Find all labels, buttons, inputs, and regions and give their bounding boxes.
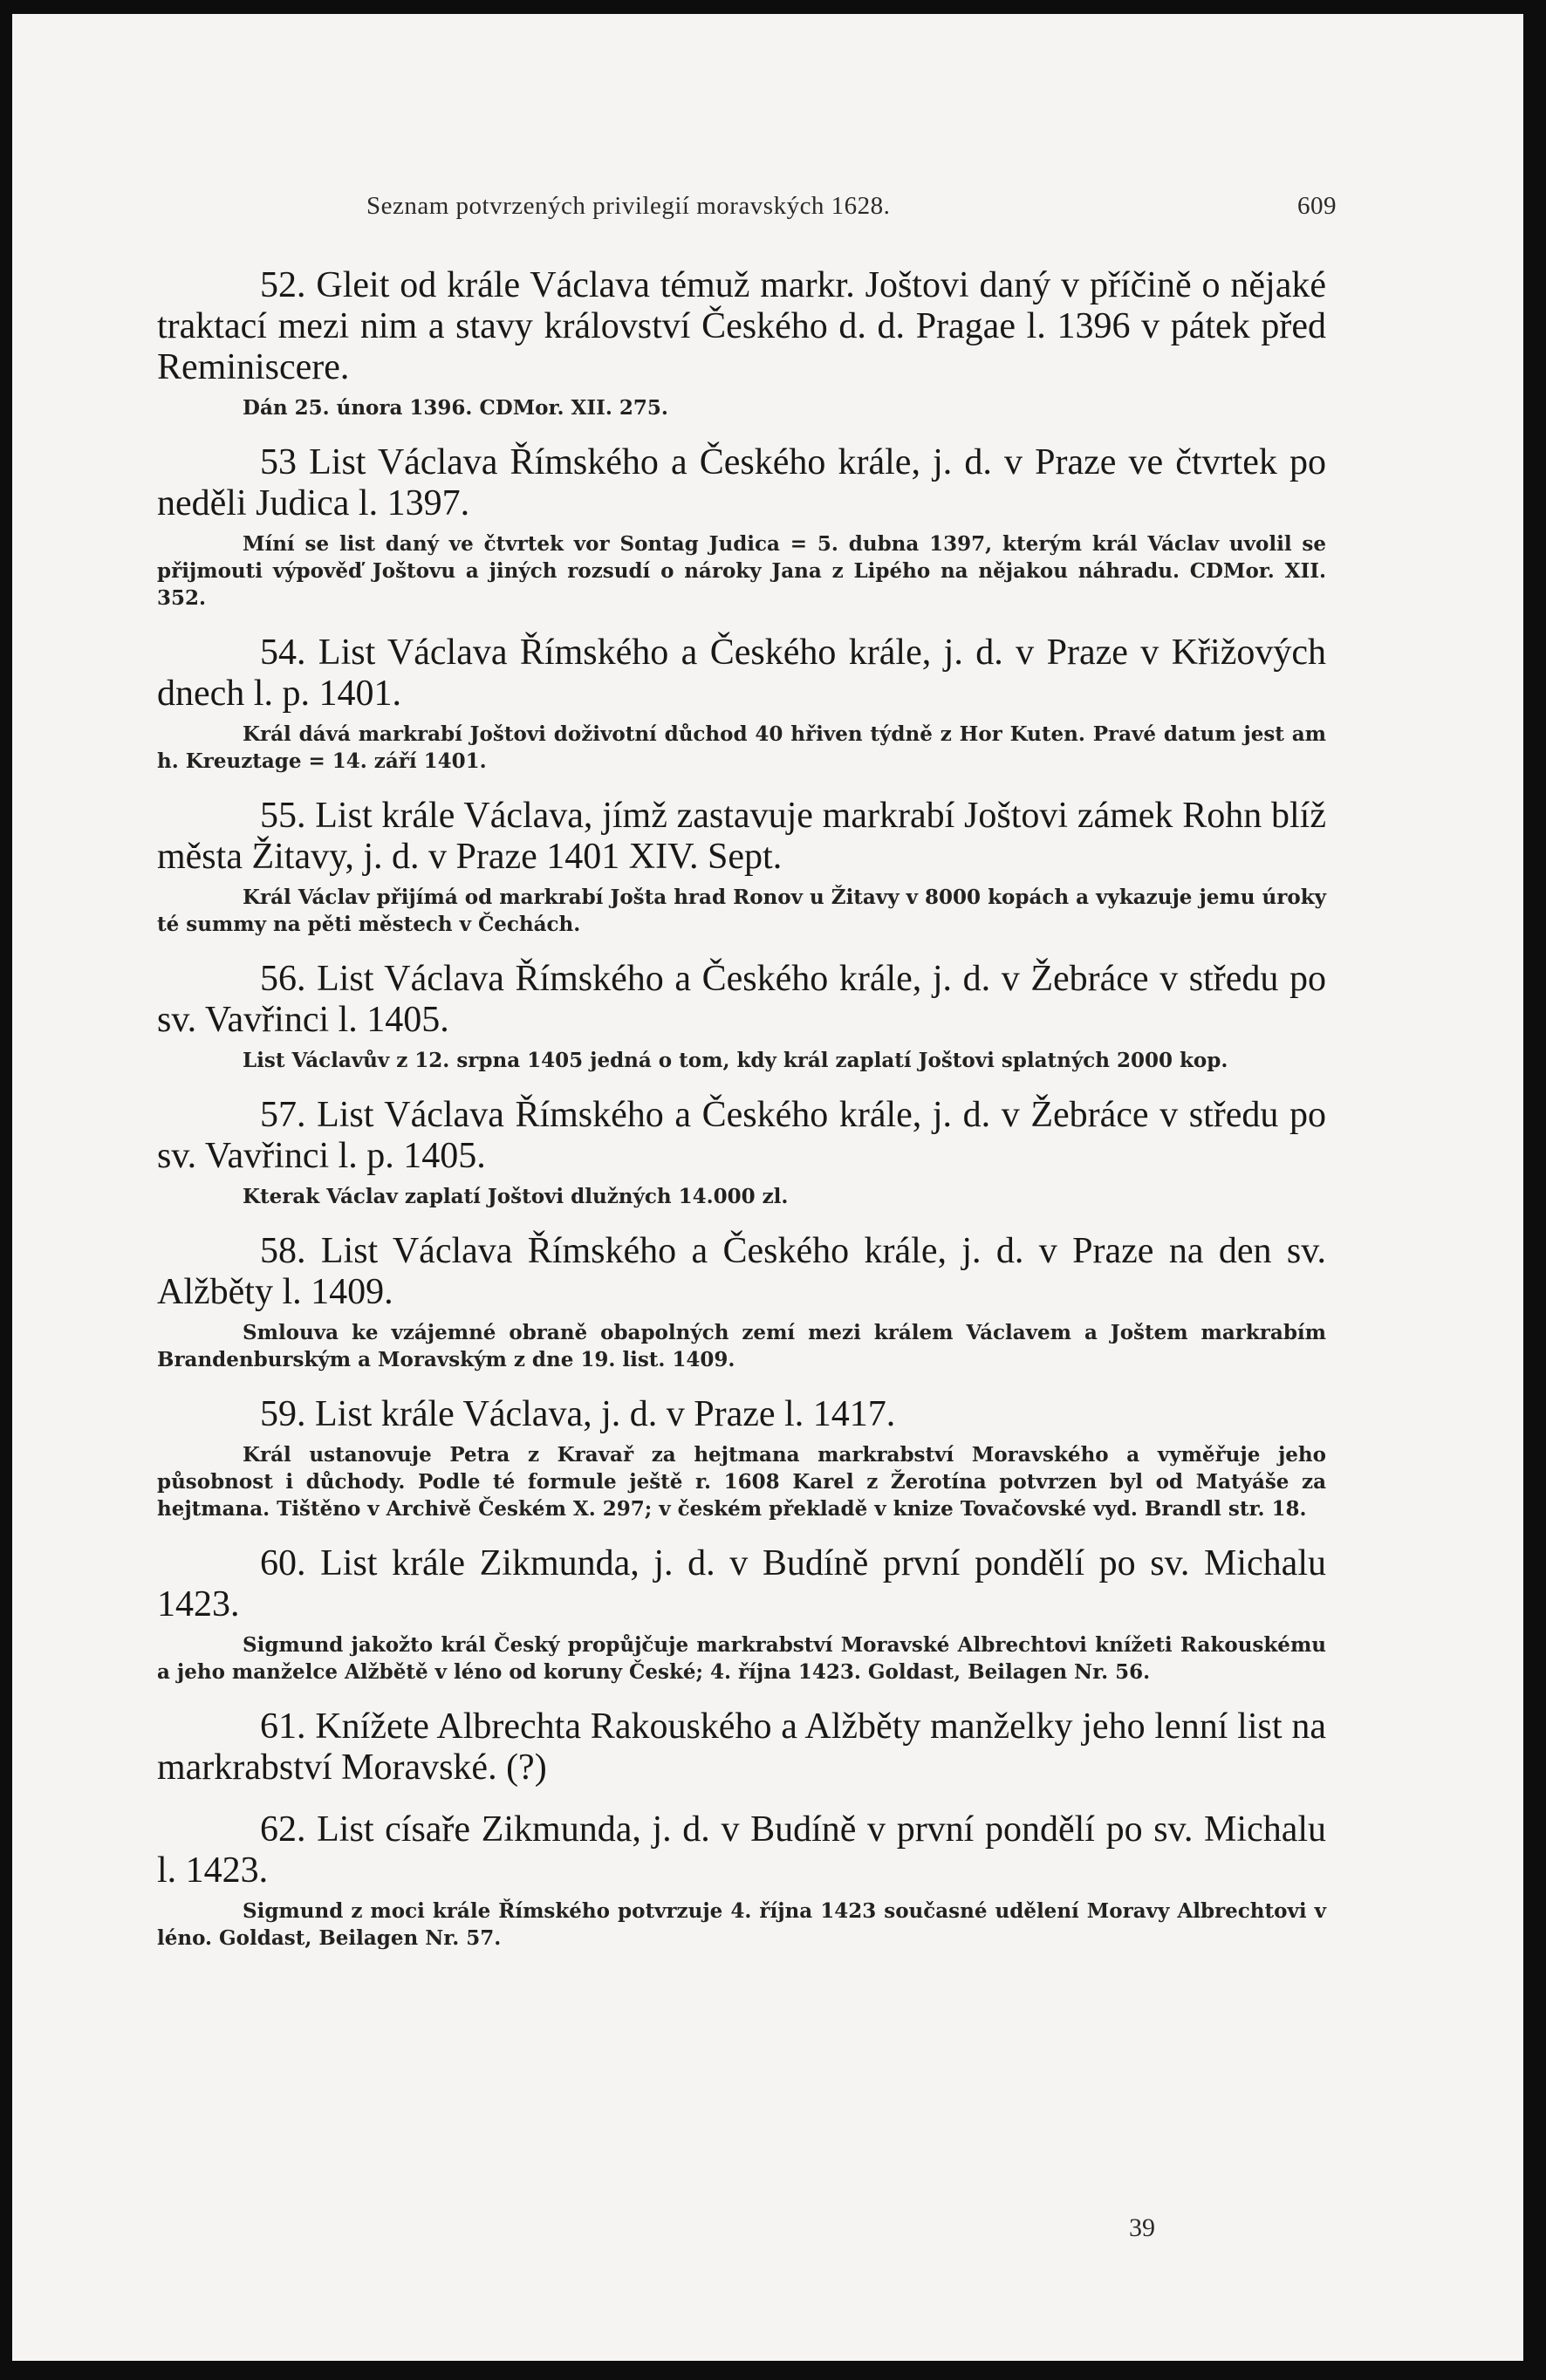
entry-60 <box>157 1543 1326 1686</box>
entry-note: Dán 25. února 1396. CDMor. XII. 275. <box>243 396 668 420</box>
entry-title: 55. List krále Václava, jímž zastavuje markrabí Joštovi zámek Rohn blíž města Žitavy, j. d. v Praze 1401 XIV. Sept. <box>157 796 1326 877</box>
entry-note: Král dává markrabí Joštovi doživotní důchod 40 hřiven týdně z Hor Kuten. Pravé datum jest am h. Kreuztage = 14. září 1401. <box>157 722 1326 773</box>
entry-59 <box>157 1394 1326 1522</box>
entry-note: Míní se list daný ve čtvrtek vor Sontag Judica = 5. dubna 1397, kterým král Václav uvolil se přijmouti výpověď Joštovu a jiných rozsudí o nároky Jana z Lipého na nějakou náhradu. CDMor. XII. 352. <box>157 532 1326 610</box>
signature-number: 39 <box>1129 2213 1155 2242</box>
entry-title: 57. List Václava Římského a Českého krále, j. d. v Žebráce v středu po sv. Vavřinci l. p. 1405. <box>157 1095 1326 1176</box>
entry-note: Sigmund jakožto král Český propůjčuje markrabství Moravské Albrechtovi knížeti Rakouskému a jeho manželce Alžbětě v léno od koruny České; 4. října 1423. Goldast, Beilagen Nr. 56. <box>157 1633 1326 1684</box>
entry-title: 61. Knížete Albrechta Rakouského a Alžběty manželky jeho lenní list na markrabství Moravské. (?) <box>157 1706 1326 1788</box>
book-page <box>12 14 1523 2361</box>
entry-note: Smlouva ke vzájemné obraně obapolných zemí mezi králem Václavem a Joštem markrabím Brandenburským a Moravským z dne 19. list. 1409. <box>157 1321 1326 1371</box>
entry-52 <box>157 265 1326 421</box>
entry-title: 60. List krále Zikmunda, j. d. v Budíně první pondělí po sv. Michalu 1423. <box>157 1543 1326 1624</box>
entry-note: List Václavův z 12. srpna 1405 jedná o tom, kdy král zaplatí Joštovi splatných 2000 kop. <box>243 1049 1228 1072</box>
entry-53 <box>157 442 1326 612</box>
entry-title: 56. List Václava Římského a Českého krále, j. d. v Žebráce v středu po sv. Vavřinci l. 1405. <box>157 959 1326 1040</box>
entry-title: 52. Gleit od krále Václava témuž markr. Joštovi daný v příčině o nějaké traktací mezi nim a stavy království Českého d. d. Pragae l. 1396 v pátek před Reminiscere. <box>157 265 1326 387</box>
entry-list <box>157 265 1326 1973</box>
entry-note: Kterak Václav zaplatí Joštovi dlužných 14.000 zl. <box>243 1185 789 1208</box>
entry-title: 59. List krále Václava, j. d. v Praze l. 1417. <box>260 1394 896 1434</box>
entry-title: 58. List Václava Římského a Českého krále, j. d. v Praze na den sv. Alžběty l. 1409. <box>157 1231 1326 1312</box>
entry-61 <box>157 1706 1326 1788</box>
running-header <box>366 192 1337 221</box>
entry-57 <box>157 1095 1326 1210</box>
entry-note: Král Václav přijímá od markrabí Jošta hrad Ronov u Žitavy v 8000 kopách a vykazuje jemu úroky té summy na pěti městech v Čechách. <box>157 886 1326 936</box>
entry-56 <box>157 959 1326 1074</box>
page-number: 609 <box>1297 192 1337 220</box>
entry-note: Král ustanovuje Petra z Kravař za hejtmana markrabství Moravského a vyměřuje jeho působnost i důchody. Podle té formule ještě r. 1608 Karel z Žerotína potvrzen byl od Matyáše za hejtmana. Tištěno v Archivě Českém X. 297; v českém překladě v knize Tovačovské vyd. Brandl str. 18. <box>157 1443 1326 1521</box>
entry-note: Sigmund z moci krále Římského potvrzuje 4. října 1423 současné udělení Moravy Albrechtovi v léno. Goldast, Beilagen Nr. 57. <box>157 1899 1326 1950</box>
entry-title: 54. List Václava Římského a Českého krále, j. d. v Praze v Křižových dnech l. p. 1401. <box>157 633 1326 714</box>
entry-62 <box>157 1809 1326 1952</box>
entry-title: 53 List Václava Římského a Českého krále, j. d. v Praze ve čtvrtek po neděli Judica l. 1397. <box>157 442 1326 523</box>
entry-title: 62. List císaře Zikmunda, j. d. v Budíně v první pondělí po sv. Michalu l. 1423. <box>157 1809 1326 1891</box>
entry-55 <box>157 796 1326 938</box>
running-title: Seznam potvrzených privilegií moravských 1628. <box>366 192 891 220</box>
entry-54 <box>157 633 1326 775</box>
entry-58 <box>157 1231 1326 1373</box>
